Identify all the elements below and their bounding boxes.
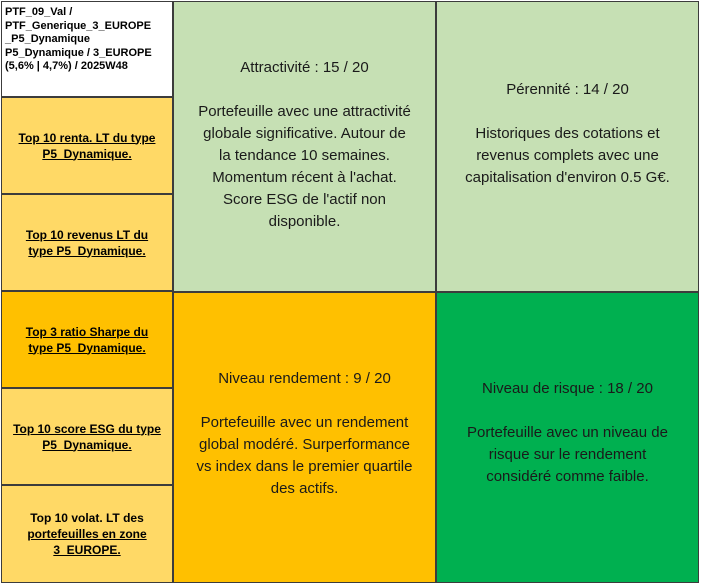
side-item-line: Top 10 revenus LT du bbox=[25, 227, 149, 242]
description-line: considéré comme faible. bbox=[486, 467, 649, 485]
quadrant-title: Attractivité : 15 / 20 bbox=[240, 58, 369, 76]
header-line: PTF_Generique_3_EUROPE bbox=[5, 19, 152, 32]
description-line: Score ESG de l'actif non bbox=[223, 190, 386, 208]
description-line: capitalisation d'environ 0.5 G€. bbox=[465, 168, 670, 186]
header-line: P5_Dynamique / 3_EUROPE bbox=[5, 46, 152, 59]
quadrant-title: Niveau rendement : 9 / 20 bbox=[218, 369, 391, 387]
quadrant-perennite bbox=[436, 1, 699, 292]
description-line: risque sur le rendement bbox=[488, 445, 647, 463]
side-item-top10-renta[interactable] bbox=[1, 97, 173, 194]
description-line: vs index dans le premier quartile bbox=[196, 457, 413, 475]
description-line: revenus complets avec une bbox=[476, 146, 659, 164]
description-line: disponible. bbox=[268, 212, 341, 230]
side-item-top10-revenus[interactable] bbox=[1, 194, 173, 291]
header-line: (5,6% | 4,7%) / 2025W48 bbox=[5, 60, 128, 73]
side-item-line: type P5_Dynamique. bbox=[28, 340, 146, 355]
side-item-top3-sharpe[interactable] bbox=[1, 291, 173, 388]
quadrant-title: Niveau de risque : 18 / 20 bbox=[482, 379, 653, 397]
description-line: global modéré. Surperformance bbox=[199, 435, 410, 453]
header-line: _P5_Dynamique bbox=[5, 33, 90, 46]
quadrant-description bbox=[180, 101, 429, 233]
description-line: Portefeuille avec une attractivité bbox=[198, 102, 411, 120]
side-item-line: Top 3 ratio Sharpe du bbox=[25, 324, 149, 339]
description-line: globale significative. Autour de bbox=[203, 124, 406, 142]
side-item-line: Top 10 score ESG du type bbox=[13, 421, 161, 436]
quadrant-attractivite bbox=[173, 1, 436, 292]
side-item-line: type P5_Dynamique. bbox=[28, 243, 146, 258]
quadrant-description bbox=[180, 412, 429, 500]
description-line: des actifs. bbox=[270, 479, 339, 497]
side-item-line: Top 10 volat. LT des bbox=[30, 511, 144, 525]
side-item-line: P5_Dynamique. bbox=[42, 437, 132, 452]
header-line: PTF_09_Val / bbox=[5, 6, 73, 18]
quadrant-description bbox=[443, 422, 692, 488]
description-line: Momentum récent à l'achat. bbox=[212, 168, 397, 186]
description-line: Portefeuille avec un niveau de bbox=[467, 423, 668, 441]
quadrant-risque bbox=[436, 292, 699, 583]
quadrant-description bbox=[443, 123, 692, 189]
side-item-top10-esg[interactable] bbox=[1, 388, 173, 485]
description-line: la tendance 10 semaines. bbox=[219, 146, 390, 164]
portfolio-header bbox=[1, 1, 173, 97]
quadrant-rendement bbox=[173, 292, 436, 583]
description-line: Historiques des cotations et bbox=[475, 124, 660, 142]
side-item-line: portefeuilles en zone bbox=[27, 527, 147, 541]
side-item-top10-volat[interactable] bbox=[1, 485, 173, 583]
side-item-line: P5_Dynamique. bbox=[42, 146, 132, 161]
quadrant-title: Pérennité : 14 / 20 bbox=[506, 80, 629, 98]
side-item-line: 3_EUROPE. bbox=[53, 543, 121, 557]
side-item-line: Top 10 renta. LT du type bbox=[18, 130, 156, 145]
description-line: Portefeuille avec un rendement bbox=[200, 413, 409, 431]
